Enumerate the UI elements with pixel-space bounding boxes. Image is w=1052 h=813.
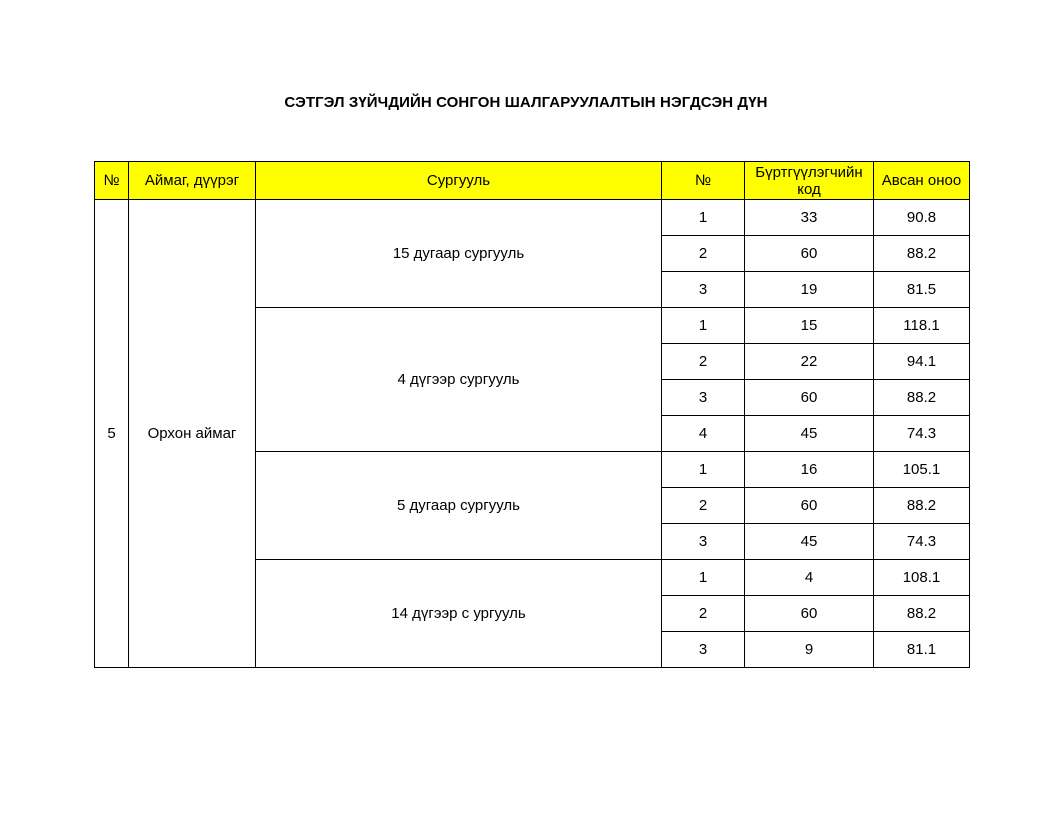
registration-code: 15	[745, 308, 874, 344]
score-value: 88.2	[874, 380, 970, 416]
school-name: 14 дүгээр с ургууль	[256, 560, 662, 668]
row-number: 3	[662, 632, 745, 668]
table-row	[95, 200, 970, 236]
score-value: 94.1	[874, 344, 970, 380]
results-table	[94, 161, 970, 668]
row-number: 3	[662, 272, 745, 308]
table-body	[95, 200, 970, 668]
score-value: 108.1	[874, 560, 970, 596]
score-value: 74.3	[874, 524, 970, 560]
score-value: 90.8	[874, 200, 970, 236]
region-aimag: Орхон аймаг	[129, 200, 256, 668]
score-value: 88.2	[874, 488, 970, 524]
score-value: 88.2	[874, 596, 970, 632]
page-title: СЭТГЭЛ ЗҮЙЧДИЙН СОНГОН ШАЛГАРУУЛАЛТЫН НЭГДСЭН ДҮН	[284, 94, 768, 111]
header-school: Сургууль	[256, 162, 662, 200]
header-sub-no: №	[662, 162, 745, 200]
row-number: 1	[662, 200, 745, 236]
registration-code: 60	[745, 488, 874, 524]
registration-code: 45	[745, 524, 874, 560]
registration-code: 9	[745, 632, 874, 668]
school-name: 15 дугаар сургууль	[256, 200, 662, 308]
header-no: №	[95, 162, 129, 200]
header-row	[95, 162, 970, 200]
score-value: 81.1	[874, 632, 970, 668]
row-number: 2	[662, 344, 745, 380]
registration-code: 22	[745, 344, 874, 380]
row-number: 1	[662, 308, 745, 344]
registration-code: 19	[745, 272, 874, 308]
score-value: 88.2	[874, 236, 970, 272]
row-number: 1	[662, 560, 745, 596]
school-name: 4 дүгээр сургууль	[256, 308, 662, 452]
registration-code: 16	[745, 452, 874, 488]
row-number: 2	[662, 236, 745, 272]
row-number: 2	[662, 596, 745, 632]
header-aimag: Аймаг, дүүрэг	[129, 162, 256, 200]
registration-code: 60	[745, 596, 874, 632]
row-number: 3	[662, 380, 745, 416]
header-score: Авсан оноо	[874, 162, 970, 200]
registration-code: 4	[745, 560, 874, 596]
score-value: 74.3	[874, 416, 970, 452]
score-value: 118.1	[874, 308, 970, 344]
registration-code: 33	[745, 200, 874, 236]
row-number: 1	[662, 452, 745, 488]
region-number: 5	[95, 200, 129, 668]
row-number: 2	[662, 488, 745, 524]
registration-code: 60	[745, 236, 874, 272]
registration-code: 45	[745, 416, 874, 452]
score-value: 105.1	[874, 452, 970, 488]
row-number: 4	[662, 416, 745, 452]
school-name: 5 дугаар сургууль	[256, 452, 662, 560]
row-number: 3	[662, 524, 745, 560]
header-reg-code: Бүртгүүлэгчийн код	[745, 162, 874, 200]
score-value: 81.5	[874, 272, 970, 308]
registration-code: 60	[745, 380, 874, 416]
